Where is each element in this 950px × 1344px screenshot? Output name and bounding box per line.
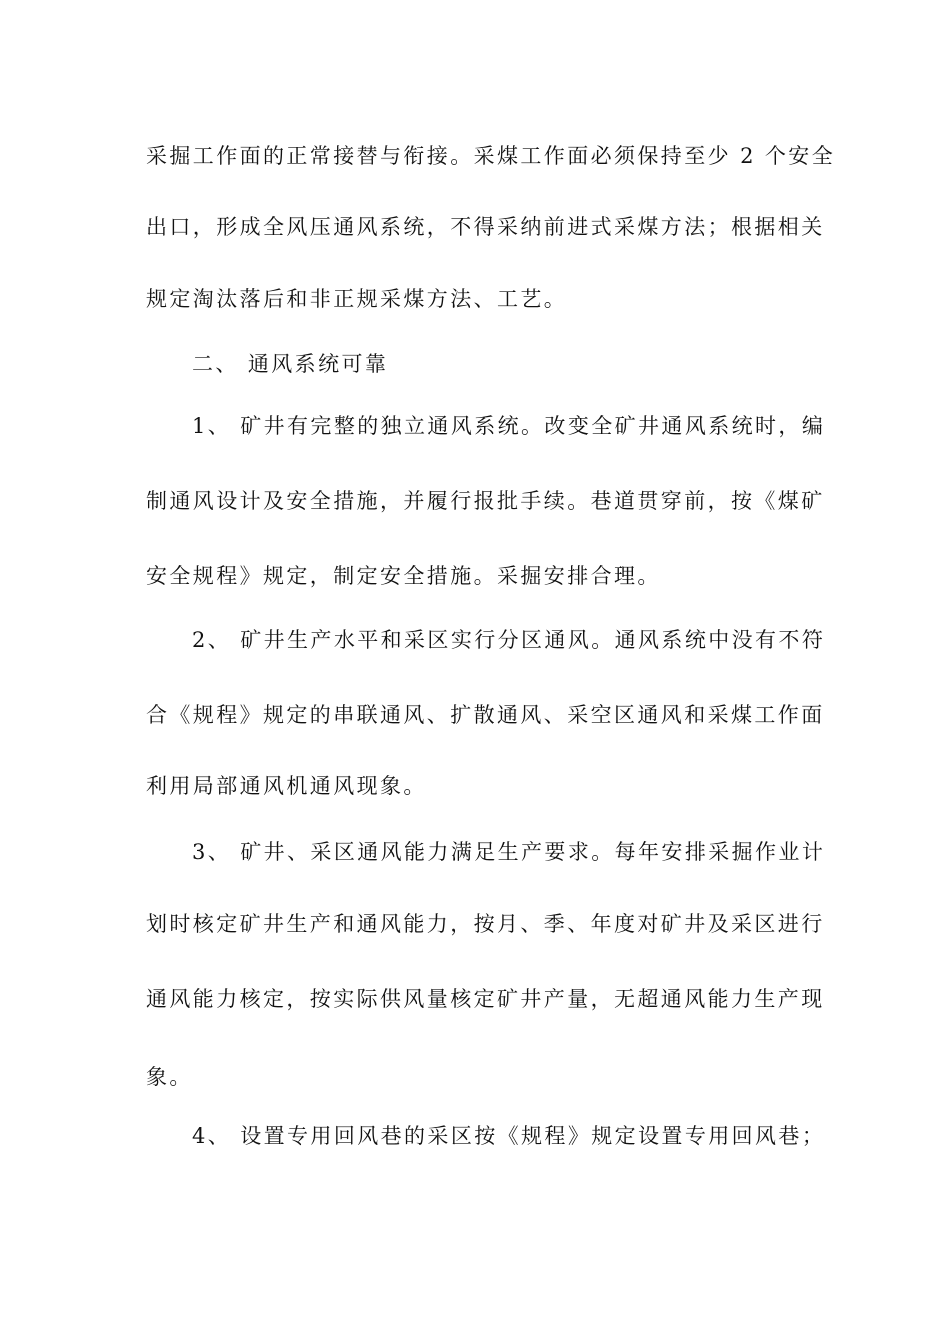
section-heading: 二、 通风系统可靠 — [192, 352, 389, 376]
text-line: 划时核定矿井生产和通风能力，按月、季、年度对矿井及采区进行 — [146, 912, 825, 936]
text-line: 安全规程》规定，制定安全措施。采掘安排合理。 — [146, 564, 661, 588]
text-line: 通风能力核定，按实际供风量核定矿井产量，无超通风能力生产现 — [146, 987, 825, 1011]
text-line: 制通风设计及安全措施，并履行报批手续。巷道贯穿前，按《煤矿 — [146, 489, 825, 513]
list-item-2-start: 2、 矿井生产水平和采区实行分区通风。通风系统中没有不符 — [192, 628, 826, 652]
list-item-4-start: 4、 设置专用回风巷的采区按《规程》规定设置专用回风巷； — [192, 1124, 826, 1148]
text-line: 规定淘汰落后和非正规采煤方法、工艺。 — [146, 287, 568, 311]
text-line: 象。 — [146, 1065, 193, 1089]
text-line: 采掘工作面的正常接替与衔接。采煤工作面必须保持至少 2 个安全 — [146, 144, 836, 168]
text-line: 合《规程》规定的串联通风、扩散通风、采空区通风和采煤工作面 — [146, 703, 825, 727]
list-item-3-start: 3、 矿井、采区通风能力满足生产要求。每年安排采掘作业计 — [192, 840, 826, 864]
text-line: 利用局部通风机通风现象。 — [146, 774, 427, 798]
text-line: 出口，形成全风压通风系统，不得采纳前进式采煤方法；根据相关 — [146, 215, 825, 239]
list-item-1-start: 1、 矿井有完整的独立通风系统。改变全矿井通风系统时，编 — [192, 414, 826, 438]
